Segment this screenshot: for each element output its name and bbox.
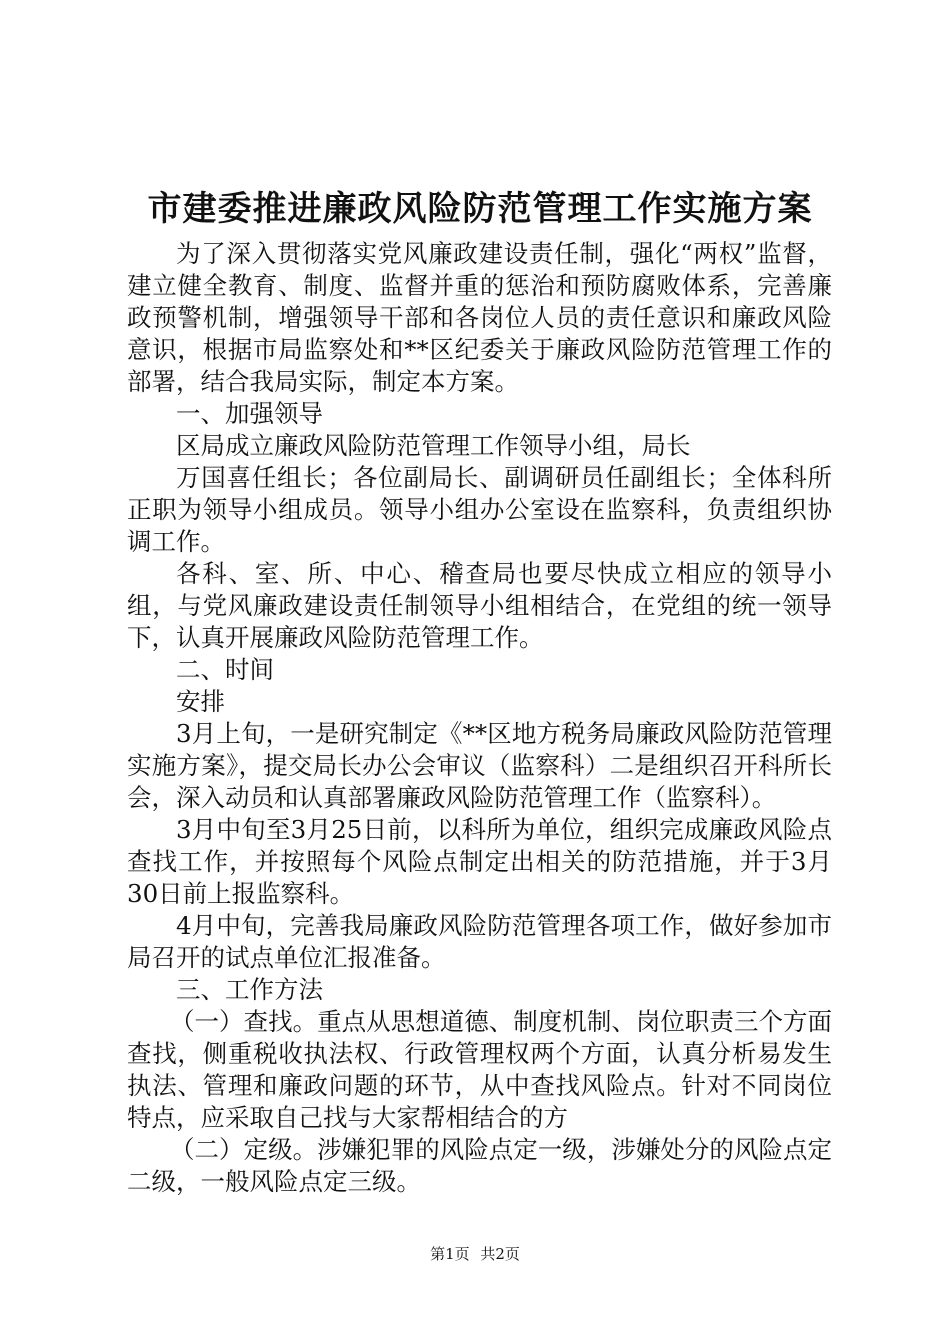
page-footer bbox=[0, 1244, 950, 1264]
section-heading-2-continued: 安排 bbox=[176, 687, 225, 716]
document-title: 市建委推进廉政风险防范管理工作实施方案 bbox=[147, 189, 813, 229]
page-total: 共2页 bbox=[480, 1245, 520, 1263]
body-paragraph: 3月中旬至3月25日前，以科所为单位，组织完成廉政风险点查找工作，并按照每个风险点制定出相关的防范措施，并于3月30日前上报监察科。 bbox=[127, 815, 832, 908]
section-heading-3: 三、工作方法 bbox=[176, 975, 323, 1004]
document-body bbox=[127, 238, 832, 1198]
body-paragraph: （二）定级。涉嫌犯罪的风险点定一级，涉嫌处分的风险点定二级，一般风险点定三级。 bbox=[127, 1135, 832, 1196]
body-paragraph: 4月中旬，完善我局廉政风险防范管理各项工作，做好参加市局召开的试点单位汇报准备。 bbox=[127, 911, 832, 972]
intro-paragraph: 为了深入贯彻落实党风廉政建设责任制，强化“两权”监督，建立健全教育、制度、监督并重的惩治和预防腐败体系，完善廉政预警机制，增强领导干部和各岗位人员的责任意识和廉政风险意识，根据市局监察处和**区纪委关于廉政风险防范管理工作的部署，结合我局实际，制定本方案。 bbox=[127, 239, 832, 396]
body-paragraph: 万国喜任组长；各位副局长、副调研员任副组长；全体科所正职为领导小组成员。领导小组办公室设在监察科，负责组织协调工作。 bbox=[127, 463, 832, 556]
section-heading-1: 一、加强领导 bbox=[176, 399, 323, 428]
body-paragraph: （一）查找。重点从思想道德、制度机制、岗位职责三个方面查找，侧重税收执法权、行政管理权两个方面，认真分析易发生执法、管理和廉政问题的环节，从中查找风险点。针对不同岗位特点，应采取自己找与大家帮相结合的方 bbox=[127, 1007, 832, 1132]
page-number: 第1页 bbox=[430, 1245, 470, 1263]
section-heading-2: 二、时间 bbox=[176, 655, 274, 684]
body-paragraph: 3月上旬，一是研究制定《**区地方税务局廉政风险防范管理实施方案》，提交局长办公会审议（监察科）二是组织召开科所长会，深入动员和认真部署廉政风险防范管理工作（监察科）。 bbox=[127, 719, 832, 812]
body-paragraph: 区局成立廉政风险防范管理工作领导小组，局长 bbox=[176, 431, 691, 460]
body-paragraph: 各科、室、所、中心、稽查局也要尽快成立相应的领导小组，与党风廉政建设责任制领导小组相结合，在党组的统一领导下，认真开展廉政风险防范管理工作。 bbox=[127, 559, 832, 652]
